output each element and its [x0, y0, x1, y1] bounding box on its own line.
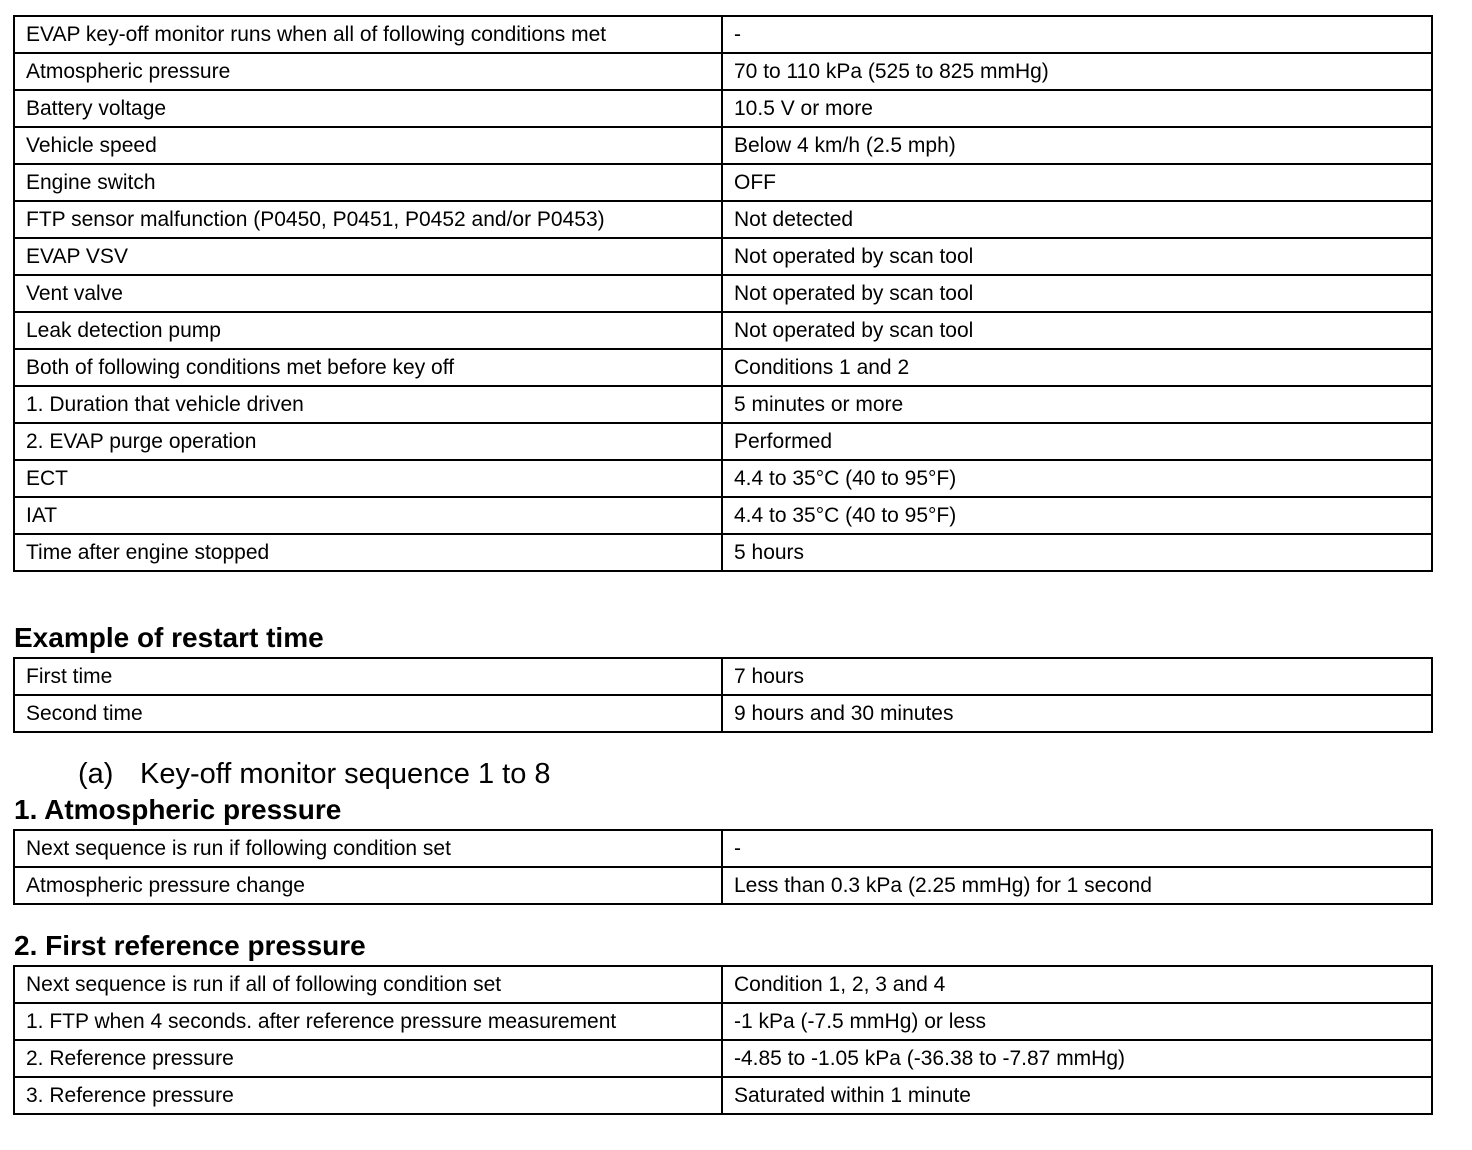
table-row	[14, 53, 1432, 90]
row-label: ECT	[14, 460, 722, 497]
table-row	[14, 658, 1432, 695]
table-row	[14, 423, 1432, 460]
row-value: Saturated within 1 minute	[722, 1077, 1432, 1114]
row-value: -	[722, 830, 1432, 867]
table-row	[14, 1003, 1432, 1040]
subsection-marker: (a)	[78, 758, 114, 790]
row-value: Less than 0.3 kPa (2.25 mmHg) for 1 second	[722, 867, 1432, 904]
row-value: 4.4 to 35°C (40 to 95°F)	[722, 460, 1432, 497]
row-value: Below 4 km/h (2.5 mph)	[722, 127, 1432, 164]
table-row	[14, 830, 1432, 867]
row-value: Not operated by scan tool	[722, 275, 1432, 312]
row-label: Atmospheric pressure	[14, 53, 722, 90]
row-label: 2. EVAP purge operation	[14, 423, 722, 460]
restart-table-body	[14, 658, 1432, 732]
row-value: 70 to 110 kPa (525 to 825 mmHg)	[722, 53, 1432, 90]
first-reference-table	[13, 965, 1433, 1115]
first-reference-table-body	[14, 966, 1432, 1114]
subsection-text: Key-off monitor sequence 1 to 8	[140, 758, 551, 790]
row-label: Leak detection pump	[14, 312, 722, 349]
row-value: 5 minutes or more	[722, 386, 1432, 423]
row-label: Second time	[14, 695, 722, 732]
table-row	[14, 164, 1432, 201]
row-label: Time after engine stopped	[14, 534, 722, 571]
table-row	[14, 1040, 1432, 1077]
row-value: 9 hours and 30 minutes	[722, 695, 1432, 732]
table-row	[14, 1077, 1432, 1114]
row-value: Not operated by scan tool	[722, 312, 1432, 349]
row-label: 2. Reference pressure	[14, 1040, 722, 1077]
restart-table	[13, 657, 1433, 733]
table-row	[14, 201, 1432, 238]
table-row	[14, 238, 1432, 275]
table-row	[14, 90, 1432, 127]
row-value: 7 hours	[722, 658, 1432, 695]
atmospheric-table-body	[14, 830, 1432, 904]
row-value: 4.4 to 35°C (40 to 95°F)	[722, 497, 1432, 534]
row-value: Condition 1, 2, 3 and 4	[722, 966, 1432, 1003]
table-row	[14, 534, 1432, 571]
row-value: Performed	[722, 423, 1432, 460]
row-value: Not operated by scan tool	[722, 238, 1432, 275]
row-label: 1. FTP when 4 seconds. after reference pressure measurement	[14, 1003, 722, 1040]
row-label: EVAP key-off monitor runs when all of following conditions met	[14, 16, 722, 53]
table-row	[14, 966, 1432, 1003]
row-value: -4.85 to -1.05 kPa (-36.38 to -7.87 mmHg)	[722, 1040, 1432, 1077]
row-value: 10.5 V or more	[722, 90, 1432, 127]
conditions-table-body	[14, 16, 1432, 571]
first-reference-heading: 2. First reference pressure	[14, 930, 366, 961]
row-value: -1 kPa (-7.5 mmHg) or less	[722, 1003, 1432, 1040]
table-row	[14, 349, 1432, 386]
table-row	[14, 127, 1432, 164]
row-label: Next sequence is run if all of following condition set	[14, 966, 722, 1003]
row-value: Conditions 1 and 2	[722, 349, 1432, 386]
row-label: EVAP VSV	[14, 238, 722, 275]
row-label: IAT	[14, 497, 722, 534]
table-row	[14, 867, 1432, 904]
row-label: 3. Reference pressure	[14, 1077, 722, 1114]
row-label: Vehicle speed	[14, 127, 722, 164]
table-row	[14, 312, 1432, 349]
row-value: 5 hours	[722, 534, 1432, 571]
row-label: Engine switch	[14, 164, 722, 201]
conditions-table	[13, 15, 1433, 572]
atmospheric-heading: 1. Atmospheric pressure	[14, 794, 342, 825]
table-row	[14, 460, 1432, 497]
row-label: FTP sensor malfunction (P0450, P0451, P0452 and/or P0453)	[14, 201, 722, 238]
restart-heading: Example of restart time	[14, 622, 324, 653]
subsection-title	[78, 756, 551, 792]
table-row	[14, 695, 1432, 732]
row-label: Next sequence is run if following condition set	[14, 830, 722, 867]
table-row	[14, 275, 1432, 312]
row-label: Both of following conditions met before key off	[14, 349, 722, 386]
row-value: Not detected	[722, 201, 1432, 238]
row-label: Vent valve	[14, 275, 722, 312]
row-label: Battery voltage	[14, 90, 722, 127]
row-label: Atmospheric pressure change	[14, 867, 722, 904]
table-row	[14, 497, 1432, 534]
row-label: 1. Duration that vehicle driven	[14, 386, 722, 423]
atmospheric-table	[13, 829, 1433, 905]
table-row	[14, 386, 1432, 423]
row-value: OFF	[722, 164, 1432, 201]
row-value: -	[722, 16, 1432, 53]
row-label: First time	[14, 658, 722, 695]
table-row	[14, 16, 1432, 53]
